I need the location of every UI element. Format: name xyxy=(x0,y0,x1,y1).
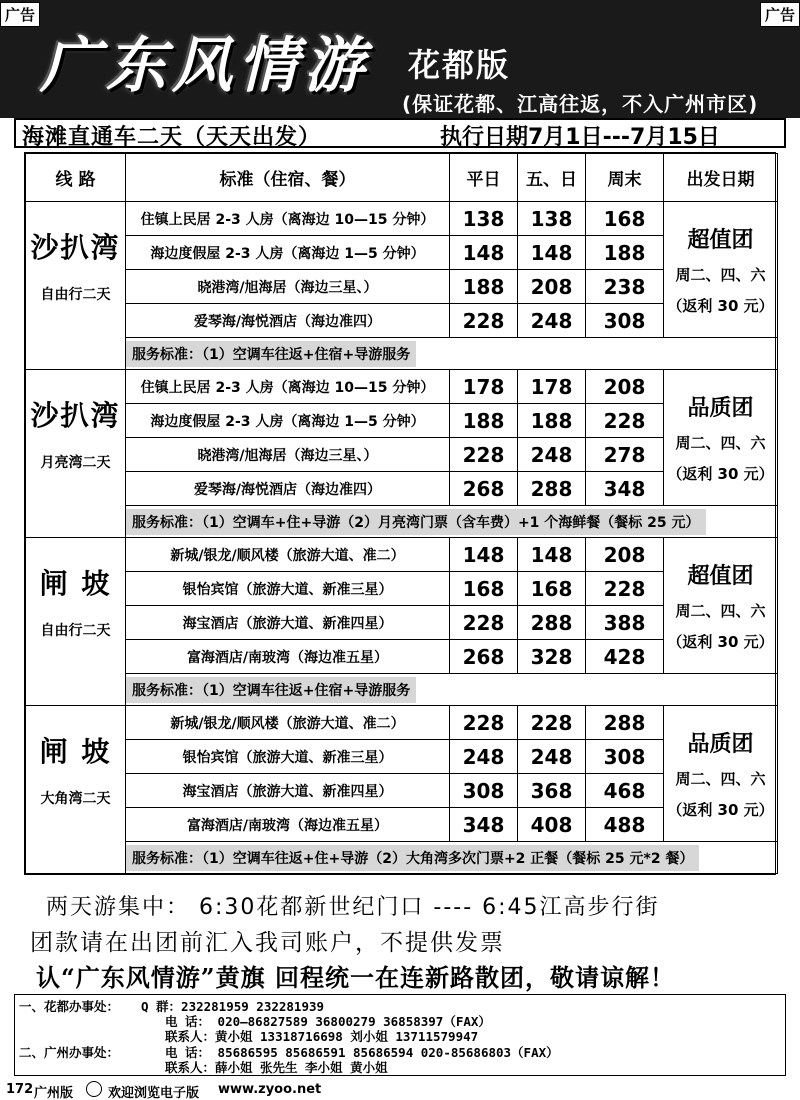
departure-cell xyxy=(664,538,778,674)
validity-dates: 执行日期7月1日---7月15日 xyxy=(440,125,720,150)
price-weekday: 308 xyxy=(450,774,518,808)
header-standard: 标准（住宿、餐） xyxy=(126,154,450,202)
departure-days: 周二、四、六 xyxy=(675,770,766,788)
office1-qq: Q 群：232281959 232281939 xyxy=(141,999,325,1014)
service-cell xyxy=(126,506,778,538)
accommodation: 银怡宾馆（旅游大道、新准三星） xyxy=(126,572,450,606)
price-weekday: 228 xyxy=(450,606,518,640)
route-cell xyxy=(26,538,126,706)
price-fri-sun: 188 xyxy=(518,404,586,438)
tour-type: 品质团 xyxy=(687,732,754,757)
accommodation: 住镇上民居 2-3 人房（离海边 10—15 分钟） xyxy=(126,202,450,236)
price-weekday: 188 xyxy=(450,270,518,304)
route-sub: 大角湾二天 xyxy=(40,791,111,807)
departure-cell xyxy=(664,706,778,842)
price-weekday: 188 xyxy=(450,404,518,438)
route-name: 沙扒湾 xyxy=(30,231,121,264)
price-weekend: 228 xyxy=(586,404,664,438)
price-fri-sun: 138 xyxy=(518,202,586,236)
price-weekend: 168 xyxy=(586,202,664,236)
departure-days: 周二、四、六 xyxy=(675,602,766,620)
footer-browse: 欢迎浏览电子版 xyxy=(108,1086,200,1100)
price-weekday: 248 xyxy=(450,740,518,774)
rebate: （返利 30 元） xyxy=(667,633,774,651)
price-weekday: 148 xyxy=(450,538,518,572)
price-weekend: 278 xyxy=(586,438,664,472)
table-header-row xyxy=(26,154,778,202)
price-fri-sun: 148 xyxy=(518,538,586,572)
service-row xyxy=(26,338,778,370)
price-weekday: 228 xyxy=(450,438,518,472)
footer-edition: 广州版 xyxy=(34,1086,74,1100)
slogan: 认“广东风情游”黄旗 回程统一在连新路散团，敬请谅解！ xyxy=(36,963,675,992)
accommodation: 晓港湾/旭海居（海边三星、） xyxy=(126,270,450,304)
route-name: 闸 坡 xyxy=(39,567,112,600)
header-weekday: 平日 xyxy=(450,154,518,202)
rebate: （返利 30 元） xyxy=(667,465,774,483)
rebate: （返利 30 元） xyxy=(667,297,774,315)
edition-title: 花都版 xyxy=(408,46,511,84)
price-weekday: 268 xyxy=(450,640,518,674)
departure-cell xyxy=(664,202,778,338)
price-weekend: 388 xyxy=(586,606,664,640)
price-fri-sun: 288 xyxy=(518,606,586,640)
header-fri-sun: 五、日 xyxy=(518,154,586,202)
price-weekend: 308 xyxy=(586,304,664,338)
price-fri-sun: 288 xyxy=(518,472,586,506)
price-weekday: 168 xyxy=(450,572,518,606)
price-fri-sun: 178 xyxy=(518,370,586,404)
route-sub: 月亮湾二天 xyxy=(40,455,111,471)
route-name: 沙扒湾 xyxy=(30,399,121,432)
price-fri-sun: 248 xyxy=(518,740,586,774)
route-cell xyxy=(26,370,126,538)
price-fri-sun: 248 xyxy=(518,304,586,338)
office2-phone: 电 话： 85686595 85686591 85686594 020-85686803（FAX） xyxy=(165,1045,559,1060)
accommodation: 银怡宾馆（旅游大道、新准三星） xyxy=(126,740,450,774)
price-weekday: 268 xyxy=(450,472,518,506)
table-row xyxy=(26,538,778,572)
departure-cell xyxy=(664,370,778,506)
departure-days: 周二、四、六 xyxy=(675,266,766,284)
price-weekend: 468 xyxy=(586,774,664,808)
service-row xyxy=(26,674,778,706)
departure-days: 周二、四、六 xyxy=(675,434,766,452)
price-weekend: 288 xyxy=(586,706,664,740)
price-fri-sun: 208 xyxy=(518,270,586,304)
service-row xyxy=(26,842,778,874)
price-weekend: 238 xyxy=(586,270,664,304)
accommodation: 海宝酒店（旅游大道、新准四星） xyxy=(126,774,450,808)
table-row xyxy=(26,370,778,404)
service-standard: 服务标准：（1）空调车往返+住宿+导游服务 xyxy=(126,677,416,703)
route-cell xyxy=(26,706,126,874)
footer-site-link[interactable]: www.zyoo.net xyxy=(218,1082,322,1097)
office1-label: 一、花都办事处： xyxy=(19,999,120,1014)
tour-type: 品质团 xyxy=(687,396,754,421)
accommodation: 爱琴海/海悦酒店（海边准四） xyxy=(126,472,450,506)
price-table xyxy=(24,152,776,875)
page-footer xyxy=(0,1080,800,1100)
price-fri-sun: 408 xyxy=(518,808,586,842)
header-weekend: 周末 xyxy=(586,154,664,202)
accommodation: 新城/银龙/顺风楼（旅游大道、准二） xyxy=(126,538,450,572)
price-weekend: 308 xyxy=(586,740,664,774)
office2-people: 联系人：薛小姐 张先生 李小姐 黄小姐 xyxy=(165,1060,388,1075)
accommodation: 住镇上民居 2-3 人房（离海边 10—15 分钟） xyxy=(126,370,450,404)
tour-title: 海滩直通车二天（天天出发） xyxy=(22,125,322,150)
accommodation: 海宝酒店（旅游大道、新准四星） xyxy=(126,606,450,640)
price-fri-sun: 168 xyxy=(518,572,586,606)
price-fri-sun: 328 xyxy=(518,640,586,674)
price-weekend: 208 xyxy=(586,538,664,572)
service-standard: 服务标准：（1）空调车往返+住+导游（2）大角湾多次门票+2 正餐（餐标 25 元*2 餐） xyxy=(126,845,699,871)
header-route: 线 路 xyxy=(26,154,126,202)
meeting-point: 两天游集中： 6:30花都新世纪门口 ---- 6:45江高步行街 xyxy=(46,895,660,920)
price-weekend: 348 xyxy=(586,472,664,506)
accommodation: 新城/银龙/顺风楼（旅游大道、准二） xyxy=(126,706,450,740)
route-sub: 自由行二天 xyxy=(40,287,111,303)
accommodation: 晓港湾/旭海居（海边三星、） xyxy=(126,438,450,472)
price-weekend: 488 xyxy=(586,808,664,842)
service-row xyxy=(26,506,778,538)
brand-logo-text: 广东风情游 xyxy=(40,31,370,101)
price-weekend: 428 xyxy=(586,640,664,674)
price-weekday: 148 xyxy=(450,236,518,270)
accommodation: 海边度假屋 2-3 人房（离海边 1—5 分钟） xyxy=(126,404,450,438)
route-cell xyxy=(26,202,126,370)
tour-type: 超值团 xyxy=(687,564,754,589)
table-row xyxy=(26,202,778,236)
price-fri-sun: 148 xyxy=(518,236,586,270)
price-weekend: 188 xyxy=(586,236,664,270)
office2-label: 二、广州办事处： xyxy=(19,1045,120,1060)
price-weekday: 138 xyxy=(450,202,518,236)
ad-label-right: 广告 xyxy=(760,2,800,27)
accommodation: 海边度假屋 2-3 人房（离海边 1—5 分钟） xyxy=(126,236,450,270)
contact-box xyxy=(14,994,786,1076)
price-weekday: 228 xyxy=(450,304,518,338)
accommodation: 富海酒店/南玻湾（海边准五星） xyxy=(126,640,450,674)
ad-label-left: 广告 xyxy=(0,2,40,27)
service-standard: 服务标准：（1）空调车+住+导游（2）月亮湾门票（含车费）+1 个海鲜餐（餐标 25 元） xyxy=(126,509,706,535)
service-standard: 服务标准：（1）空调车往返+住宿+导游服务 xyxy=(126,341,416,367)
price-fri-sun: 248 xyxy=(518,438,586,472)
price-weekday: 228 xyxy=(450,706,518,740)
price-fri-sun: 228 xyxy=(518,706,586,740)
office1-people: 联系人：黄小姐 13318716698 刘小姐 13711579947 xyxy=(165,1029,479,1044)
payment-note: 团款请在出团前汇入我司账户，不提供发票 xyxy=(30,930,505,956)
price-weekday: 178 xyxy=(450,370,518,404)
header-departure: 出发日期 xyxy=(664,154,778,202)
route-name: 闸 坡 xyxy=(39,735,112,768)
table-row xyxy=(26,706,778,740)
edition-note: (保证花都、江高往返，不入广州市区) xyxy=(402,92,759,116)
office1-phone: 电 话： 020—86827589 36800279 36858397（FAX） xyxy=(165,1014,491,1029)
price-weekday: 348 xyxy=(450,808,518,842)
page-number: 172 xyxy=(6,1082,34,1097)
tour-type: 超值团 xyxy=(687,228,754,253)
price-fri-sun: 368 xyxy=(518,774,586,808)
service-cell xyxy=(126,674,778,706)
price-weekend: 208 xyxy=(586,370,664,404)
price-weekend: 228 xyxy=(586,572,664,606)
accommodation: 爱琴海/海悦酒店（海边准四） xyxy=(126,304,450,338)
publisher-logo-icon xyxy=(86,1081,102,1097)
accommodation: 富海酒店/南玻湾（海边准五星） xyxy=(126,808,450,842)
service-cell xyxy=(126,842,778,874)
service-cell xyxy=(126,338,778,370)
rebate: （返利 30 元） xyxy=(667,801,774,819)
route-sub: 自由行二天 xyxy=(40,623,111,639)
